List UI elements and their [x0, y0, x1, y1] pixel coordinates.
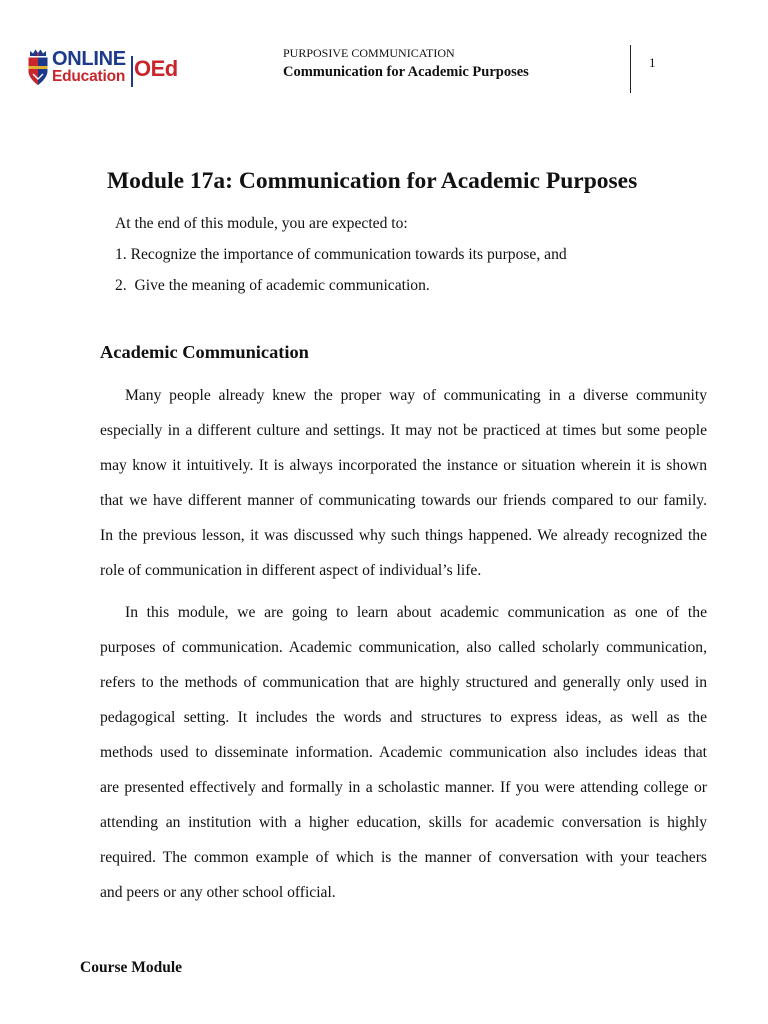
paragraph-line: especially in a different culture and settings. It may not be practiced at times but some people	[100, 422, 707, 439]
shield-icon	[27, 49, 49, 86]
paragraph-line: In the previous lesson, it was discussed why such things happened. We already recognized the	[100, 527, 707, 544]
page-title: Module 17a: Communication for Academic Purposes	[107, 168, 638, 194]
paragraph-line: role of communication in different aspect of individual’s life.	[100, 562, 482, 579]
paragraph-line: may know it intuitively. It is always incorporated the instance or situation wherein it is shown	[100, 457, 707, 474]
page-number: 1	[649, 55, 656, 70]
section-heading: Academic Communication	[100, 342, 309, 362]
paragraph-line: that we have different manner of communicating towards our friends compared to our family.	[100, 492, 707, 509]
paragraph-line: methods used to disseminate information. Academic communication also includes ideas that	[100, 744, 707, 761]
objective-item: 2. Give the meaning of academic communication.	[115, 277, 430, 294]
paragraph-line: required. The common example of which is the manner of conversation with your teachers	[100, 849, 707, 866]
logo-mark-oed: OEd	[134, 56, 178, 81]
paragraph-line: refers to the methods of communication that are highly structured and generally only used in	[100, 674, 707, 691]
objective-item: 1. Recognize the importance of communication towards its purpose, and	[115, 246, 567, 263]
online-education-logo	[26, 47, 184, 91]
paragraph-line: are presented effectively and formally in a scholastic manner. If you were attending college or	[100, 779, 707, 796]
paragraph-line: pedagogical setting. It includes the words and structures to express ideas, as well as the	[100, 709, 707, 726]
body-paragraph	[100, 595, 707, 910]
learning-objectives	[115, 208, 675, 301]
logo-wordmark-online: ONLINE	[52, 48, 126, 70]
objectives-intro: At the end of this module, you are expected to:	[115, 215, 408, 232]
paragraph-line: In this module, we are going to learn about academic communication as one of the	[125, 604, 707, 621]
body-paragraph	[100, 378, 707, 588]
paragraph-line: attending an institution with a higher education, skills for academic conversation is highly	[100, 814, 707, 831]
paragraph-line: purposes of communication. Academic communication, also called scholarly communication,	[100, 639, 707, 656]
paragraph-line: Many people already knew the proper way of communicating in a diverse community	[125, 387, 707, 404]
footer-label: Course Module	[80, 959, 183, 976]
logo-wordmark-education: Education	[52, 68, 126, 85]
module-topic: Communication for Academic Purposes	[283, 64, 529, 80]
course-title: PURPOSIVE COMMUNICATION	[283, 46, 455, 60]
logo-divider	[131, 56, 133, 87]
header-divider	[630, 45, 631, 93]
paragraph-line: and peers or any other school official.	[100, 884, 336, 901]
